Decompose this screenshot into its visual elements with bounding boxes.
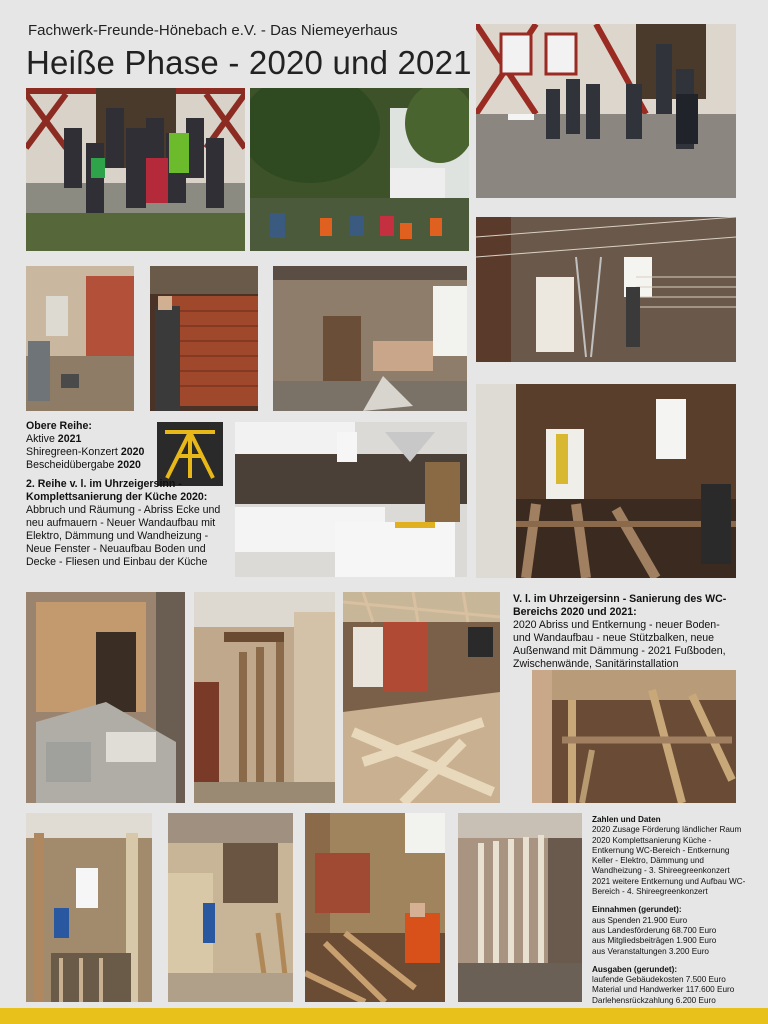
photo-brick-wall-rebuild [150, 266, 258, 411]
photo-group-active-members [26, 88, 245, 251]
photo-shiregreen-concert [250, 88, 469, 251]
photo-wc-floor-structure [532, 670, 736, 803]
facts-item: 2020 Zusage Förderung ländlicher Raum [592, 825, 742, 835]
caption-line-year: 2020 [117, 459, 141, 471]
expense-item: laufende Gebäudekosten 7.500 Euro [592, 975, 726, 985]
facts-panel [592, 815, 747, 1006]
expense-item: Darlehensrückzahlung 6.200 Euro [592, 995, 716, 1005]
caption-line-text: Bescheidübergabe [26, 459, 118, 471]
income-item: aus Landesförderung 68.700 Euro [592, 925, 717, 935]
income-heading: Einnahmen (gerundet): [592, 905, 682, 915]
kitchen-caption-body: Abbruch und Räumung - Abriss Ecke und neu aufmauern - Neuer Wandaufbau mit Elektro, Dämmung und Wandheizung - Neue Fenster - Neuaufbau Boden und Decke - Fliesen und Einbau der Küche [26, 504, 221, 568]
kitchen-caption [26, 478, 222, 569]
wc-caption [513, 593, 738, 671]
header-subtitle: Fachwerk-Freunde-Hönebach e.V. - Das Niemeyerhaus [28, 22, 398, 39]
photo-kitchen-demolition [26, 266, 134, 411]
facts-item: 2021 weitere Entkernung und Aufbau WC-Bereich - 4. Shireegreenkonzert [592, 876, 746, 897]
photo-wc-sanitary-installation [26, 813, 152, 1002]
footer-band [0, 1008, 768, 1024]
kitchen-caption-heading: 2. Reihe v. l. im Uhrzeigersinn - Komplettsanierung der Küche 2020: [26, 478, 208, 503]
caption-line-text: Shiregreen-Konzert [26, 446, 121, 458]
wc-caption-heading: V. l. im Uhrzeigersinn - Sanierung des WC-Bereichs 2020 und 2021: [513, 593, 727, 618]
photo-finished-kitchen [235, 422, 467, 577]
photo-wc-support-beams [194, 592, 335, 803]
caption-line-year: 2021 [57, 433, 82, 445]
association-logo [157, 422, 223, 486]
wc-caption-body: 2020 Abriss und Entkernung - neuer Boden- und Wandaufbau - neue Stützbalken, neue Außenwand mit Dämmung - 2021 Fußboden, Zwischenwände, Sanitärinstallation [513, 619, 726, 670]
income-item: aus Veranstaltungen 3.200 Euro [592, 946, 709, 956]
photo-wc-floor-works [305, 813, 445, 1002]
caption-line-year: 2020 [120, 446, 145, 458]
photo-kitchen-wall-heating [476, 217, 736, 362]
expense-item: Material und Handwerker 117.600 Euro [592, 985, 735, 995]
caption-line-text: Aktive [26, 433, 58, 445]
top-row-caption-heading: Obere Reihe: [26, 420, 92, 432]
facts-heading: Zahlen und Daten [592, 815, 661, 824]
facts-item: 2020 Komplettsanierung Küche - Entkernung WC-Bereich - Entkernung Keller - Elektro, Dämmung und Wandheizung - 3. Shireegreenkonzert [592, 835, 730, 876]
income-item: aus Spenden 21.900 Euro [592, 915, 688, 925]
photo-wc-stud-frame [458, 813, 582, 1002]
photo-wc-new-outer-wall [343, 592, 500, 803]
photo-wc-demolition [26, 592, 185, 803]
photo-grant-certificate-handover [476, 24, 736, 198]
photo-wc-partition-walls [168, 813, 293, 1002]
income-item: aus Mitgliedsbeiträgen 1.900 Euro [592, 936, 717, 946]
photo-kitchen-room-gutted [273, 266, 467, 411]
photo-kitchen-floor-beams [476, 384, 736, 578]
page-title: Heiße Phase - 2020 und 2021 [26, 44, 472, 81]
expenses-heading: Ausgaben (gerundet): [592, 964, 678, 974]
